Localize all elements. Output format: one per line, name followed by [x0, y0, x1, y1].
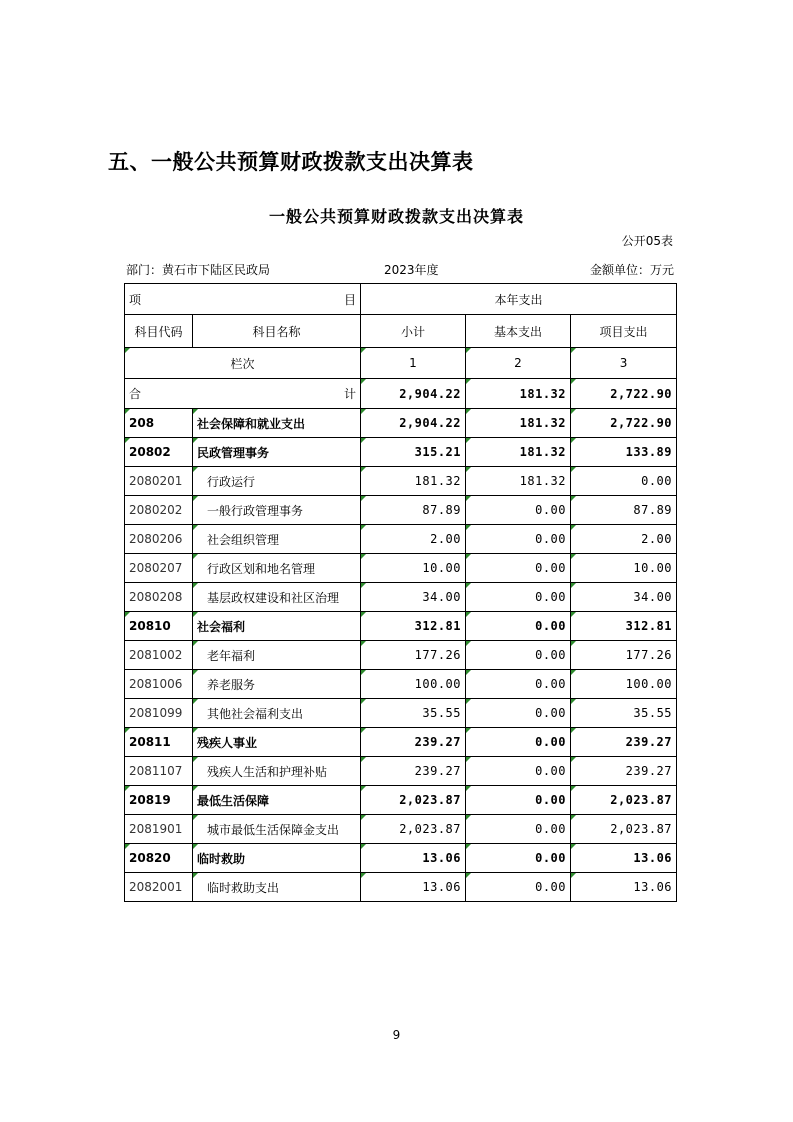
- subtotal-cell: 177.26: [361, 641, 466, 670]
- basic-expense-cell: 0.00: [466, 815, 571, 844]
- basic-expense-cell: 0.00: [466, 728, 571, 757]
- subject-name-cell: 社会福利: [193, 612, 361, 641]
- subject-code-cell: 2080207: [125, 554, 193, 583]
- project-expense-cell: 13.06: [571, 844, 677, 873]
- total-project: 2,722.90: [571, 379, 677, 409]
- project-expense-cell: 35.55: [571, 699, 677, 728]
- column-index-header: 栏次: [125, 348, 361, 379]
- subject-code-cell: 208: [125, 409, 193, 438]
- subject-code-cell: 20802: [125, 438, 193, 467]
- subtotal-cell: 239.27: [361, 728, 466, 757]
- subject-code-cell: 20820: [125, 844, 193, 873]
- subtotal-cell: 2.00: [361, 525, 466, 554]
- amount-unit: 金额单位：万元: [589, 263, 674, 277]
- subject-code-cell: 2082001: [125, 873, 193, 902]
- subject-name-cell: 城市最低生活保障金支出: [193, 815, 361, 844]
- department-label: 部门：黄石市下陆区民政局: [126, 263, 271, 277]
- total-label-left: 合: [129, 387, 142, 401]
- table-row: [125, 757, 677, 786]
- total-subtotal: 2,904.22: [361, 379, 466, 409]
- subject-code-cell: 2081107: [125, 757, 193, 786]
- project-expense-cell: 312.81: [571, 612, 677, 641]
- subtotal-cell: 315.21: [361, 438, 466, 467]
- subject-code-cell: 2080202: [125, 496, 193, 525]
- basic-expense-cell: 0.00: [466, 670, 571, 699]
- column-index-2: 2: [466, 348, 571, 379]
- basic-expense-cell: 0.00: [466, 757, 571, 786]
- subject-code-cell: 20819: [125, 786, 193, 815]
- section-title: 五、一般公共预算财政拨款支出决算表: [108, 150, 474, 174]
- table-row: [125, 641, 677, 670]
- subject-name-cell: 社会保障和就业支出: [193, 409, 361, 438]
- subtotal-cell: 100.00: [361, 670, 466, 699]
- subject-code-cell: 2080206: [125, 525, 193, 554]
- project-expense-cell: 2,023.87: [571, 815, 677, 844]
- column-index-1: 1: [361, 348, 466, 379]
- total-label-cell: [125, 379, 361, 409]
- subject-name-cell: 残疾人生活和护理补贴: [193, 757, 361, 786]
- item-header-left: 项: [129, 292, 142, 307]
- subtotal-header: 小计: [361, 315, 466, 348]
- project-expense-cell: 0.00: [571, 467, 677, 496]
- header-row-3: [125, 348, 677, 379]
- project-expense-cell: 13.06: [571, 873, 677, 902]
- subject-name-header: 科目名称: [193, 315, 361, 348]
- basic-expense-cell: 181.32: [466, 409, 571, 438]
- basic-expense-cell: 0.00: [466, 786, 571, 815]
- subtotal-cell: 181.32: [361, 467, 466, 496]
- project-expense-cell: 133.89: [571, 438, 677, 467]
- subject-code-cell: 2081002: [125, 641, 193, 670]
- total-row: [125, 379, 677, 409]
- column-index-3: 3: [571, 348, 677, 379]
- table-row: [125, 496, 677, 525]
- basic-expense-cell: 181.32: [466, 467, 571, 496]
- table-row: [125, 438, 677, 467]
- basic-expense-cell: 0.00: [466, 496, 571, 525]
- table-row: [125, 670, 677, 699]
- project-expense-cell: 2,023.87: [571, 786, 677, 815]
- subject-name-cell: 临时救助: [193, 844, 361, 873]
- subject-name-cell: 其他社会福利支出: [193, 699, 361, 728]
- subject-code-cell: 20811: [125, 728, 193, 757]
- subject-name-cell: 基层政权建设和社区治理: [193, 583, 361, 612]
- subject-name-cell: 行政区划和地名管理: [193, 554, 361, 583]
- subject-name-cell: 临时救助支出: [193, 873, 361, 902]
- header-row-2: [125, 315, 677, 348]
- current-year-expense-header: 本年支出: [361, 284, 677, 315]
- table-row: [125, 409, 677, 438]
- table-row: [125, 554, 677, 583]
- basic-expense-cell: 0.00: [466, 583, 571, 612]
- basic-expense-cell: 0.00: [466, 554, 571, 583]
- header-row-1: [125, 284, 677, 315]
- subject-code-cell: 20810: [125, 612, 193, 641]
- total-basic: 181.32: [466, 379, 571, 409]
- project-expense-cell: 2,722.90: [571, 409, 677, 438]
- subtotal-cell: 13.06: [361, 844, 466, 873]
- table-row: [125, 844, 677, 873]
- total-label-right: 计: [343, 387, 356, 401]
- project-expense-cell: 100.00: [571, 670, 677, 699]
- table-row: [125, 583, 677, 612]
- table-row: [125, 525, 677, 554]
- subject-name-cell: 民政管理事务: [193, 438, 361, 467]
- item-header-cell: [125, 284, 361, 315]
- subject-code-cell: 2081006: [125, 670, 193, 699]
- form-code: 公开05表: [621, 234, 673, 248]
- subject-name-cell: 残疾人事业: [193, 728, 361, 757]
- table-row: [125, 728, 677, 757]
- project-expense-header: 项目支出: [571, 315, 677, 348]
- table-row: [125, 815, 677, 844]
- page-number: 9: [392, 1028, 401, 1042]
- table-row: [125, 873, 677, 902]
- fiscal-year: 2023年度: [384, 263, 439, 277]
- subject-name-cell: 老年福利: [193, 641, 361, 670]
- basic-expense-cell: 0.00: [466, 612, 571, 641]
- table-row: [125, 786, 677, 815]
- subtotal-cell: 87.89: [361, 496, 466, 525]
- subject-code-cell: 2081099: [125, 699, 193, 728]
- subtotal-cell: 13.06: [361, 873, 466, 902]
- subject-code-header: 科目代码: [125, 315, 193, 348]
- table-row: [125, 699, 677, 728]
- basic-expense-cell: 0.00: [466, 844, 571, 873]
- basic-expense-header: 基本支出: [466, 315, 571, 348]
- subject-name-cell: 养老服务: [193, 670, 361, 699]
- project-expense-cell: 239.27: [571, 757, 677, 786]
- subtotal-cell: 312.81: [361, 612, 466, 641]
- subtotal-cell: 239.27: [361, 757, 466, 786]
- project-expense-cell: 239.27: [571, 728, 677, 757]
- table-row: [125, 612, 677, 641]
- subtotal-cell: 10.00: [361, 554, 466, 583]
- subject-name-cell: 行政运行: [193, 467, 361, 496]
- basic-expense-cell: 181.32: [466, 438, 571, 467]
- subtotal-cell: 34.00: [361, 583, 466, 612]
- basic-expense-cell: 0.00: [466, 641, 571, 670]
- item-header-right: 目: [343, 292, 356, 307]
- subtotal-cell: 2,023.87: [361, 786, 466, 815]
- subject-code-cell: 2081901: [125, 815, 193, 844]
- basic-expense-cell: 0.00: [466, 873, 571, 902]
- subtotal-cell: 35.55: [361, 699, 466, 728]
- subtotal-cell: 2,904.22: [361, 409, 466, 438]
- expenditure-table: [124, 283, 677, 902]
- project-expense-cell: 87.89: [571, 496, 677, 525]
- project-expense-cell: 177.26: [571, 641, 677, 670]
- subtotal-cell: 2,023.87: [361, 815, 466, 844]
- project-expense-cell: 2.00: [571, 525, 677, 554]
- subject-name-cell: 社会组织管理: [193, 525, 361, 554]
- table-row: [125, 467, 677, 496]
- basic-expense-cell: 0.00: [466, 699, 571, 728]
- table-title: 一般公共预算财政拨款支出决算表: [268, 207, 524, 226]
- subject-code-cell: 2080208: [125, 583, 193, 612]
- project-expense-cell: 10.00: [571, 554, 677, 583]
- subject-name-cell: 最低生活保障: [193, 786, 361, 815]
- project-expense-cell: 34.00: [571, 583, 677, 612]
- subject-name-cell: 一般行政管理事务: [193, 496, 361, 525]
- basic-expense-cell: 0.00: [466, 525, 571, 554]
- subject-code-cell: 2080201: [125, 467, 193, 496]
